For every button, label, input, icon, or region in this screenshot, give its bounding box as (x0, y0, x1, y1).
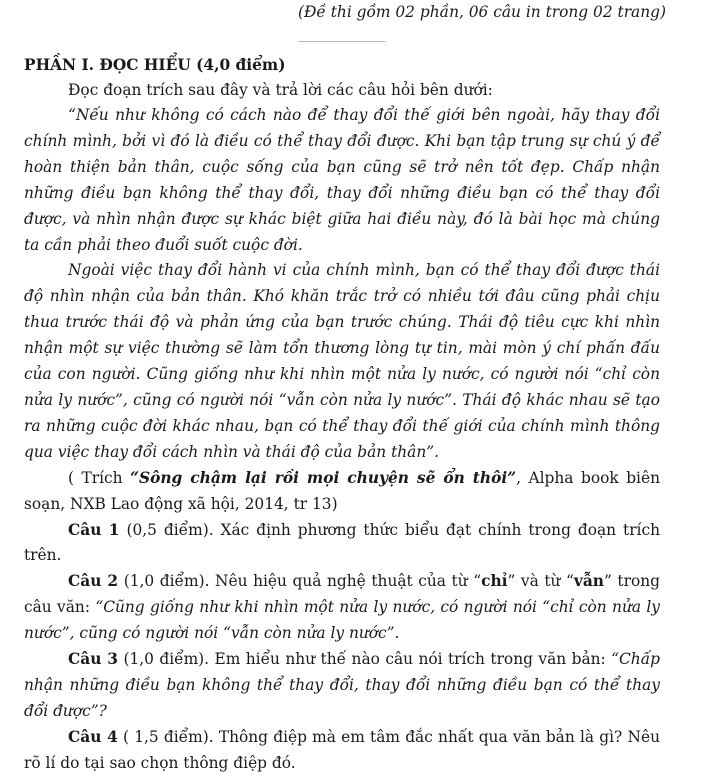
question-text: (1,0 điểm). Em hiểu như thế nào câu nói trích trong văn bản: (118, 650, 612, 669)
question-quote: “Cũng giống như khi nhìn một nửa ly nước, có người nói “chỉ còn nửa ly nước”, cũng có người nói “vẫn còn nửa ly nước”. (24, 598, 660, 643)
question-text: ” và từ “ (507, 572, 574, 591)
question-label: Câu 4 (68, 727, 118, 746)
question-quote: “Chấp nhận những điều bạn không thể thay đổi, thay đổi những điều bạn có thể thay đổi được”? (24, 650, 660, 720)
source-rest: , Alpha book biên soạn, NXB Lao động xã hội, 2014, tr 13) (24, 468, 660, 513)
passage-paragraph-1: “Nếu như không có cách nào để thay đổi thế giới bên ngoài, hãy thay đổi chính mình, bởi vì đó là điều có thể thay đổi được. Khi bạn tập trung sự chú ý để hoàn thiện bản thân, cuộc sống của bạn cũng sẽ trở nên tốt đẹp. Chấp nhận những điều bạn không thể thay đổi, thay đổi những điều bạn có thể thay đổi được, và nhìn nhận được sự khác biệt giữa hai điều này, đó là bài học mà chúng ta cần phải theo đuổi suốt cuộc đời. (24, 106, 660, 254)
section-title: PHẦN I. ĐỌC HIỂU (4,0 điểm) (24, 56, 286, 74)
question-2 (24, 569, 660, 647)
question-label: Câu 3 (68, 650, 119, 669)
exam-header-note: (Đề thi gồm 02 phần, 06 câu in trong 02 trang) (297, 3, 666, 21)
keyword-van: vẫn (573, 572, 604, 591)
question-3 (24, 647, 660, 725)
keyword-chi: chỉ (481, 572, 508, 591)
section-instruction: Đọc đoạn trích sau đây và trả lời các câu hỏi bên dưới: (68, 81, 493, 99)
question-text: (0,5 điểm). Xác định phương thức biểu đạt chính trong đoạn trích trên. (24, 520, 661, 565)
question-text: ( 1,5 điểm). Thông điệp mà em tâm đắc nhất qua văn bản là gì? Nêu rõ lí do tại sao chọn thông điệp đó. (24, 727, 660, 772)
source-book-title: “Sông chậm lại rồi mọi chuyện sẽ ổn thôi” (130, 468, 517, 487)
passage-paragraph-2: Ngoài việc thay đổi hành vi của chính mình, bạn có thể thay đổi được thái độ nhìn nhận của bản thân. Khó khăn trắc trở có nhiều tới đâu cũng phải chịu thua trước thái độ và phản ứng của bạn trước chúng. Thái độ tiêu cực khi nhìn nhận một sự việc thường sẽ làm tổn thương lòng tự tin, mài mòn ý chí phấn đấu của con người. Cũng giống như khi nhìn một nửa ly nước, có người nói “chỉ còn nửa ly nước”, cũng có người nói “vẫn còn nửa ly nước”. Thái độ khác nhau sẽ tạo ra những cuộc đời khác nhau, bạn có thể thay đổi thế giới của chính mình thông qua việc thay đổi cách nhìn và thái độ của bản thân”. (24, 261, 660, 461)
question-4 (24, 725, 660, 777)
question-1 (24, 518, 660, 570)
question-text: ” trong câu văn: (24, 572, 660, 617)
question-label: Câu 1 (68, 520, 120, 539)
question-label: Câu 2 (68, 572, 119, 591)
header-divider (298, 41, 386, 42)
exam-content (24, 53, 660, 777)
passage-source (24, 466, 660, 518)
source-open: ( Trích (68, 468, 131, 487)
question-text: (1,0 điểm). Nêu hiệu quả nghệ thuật của từ “ (118, 572, 482, 591)
